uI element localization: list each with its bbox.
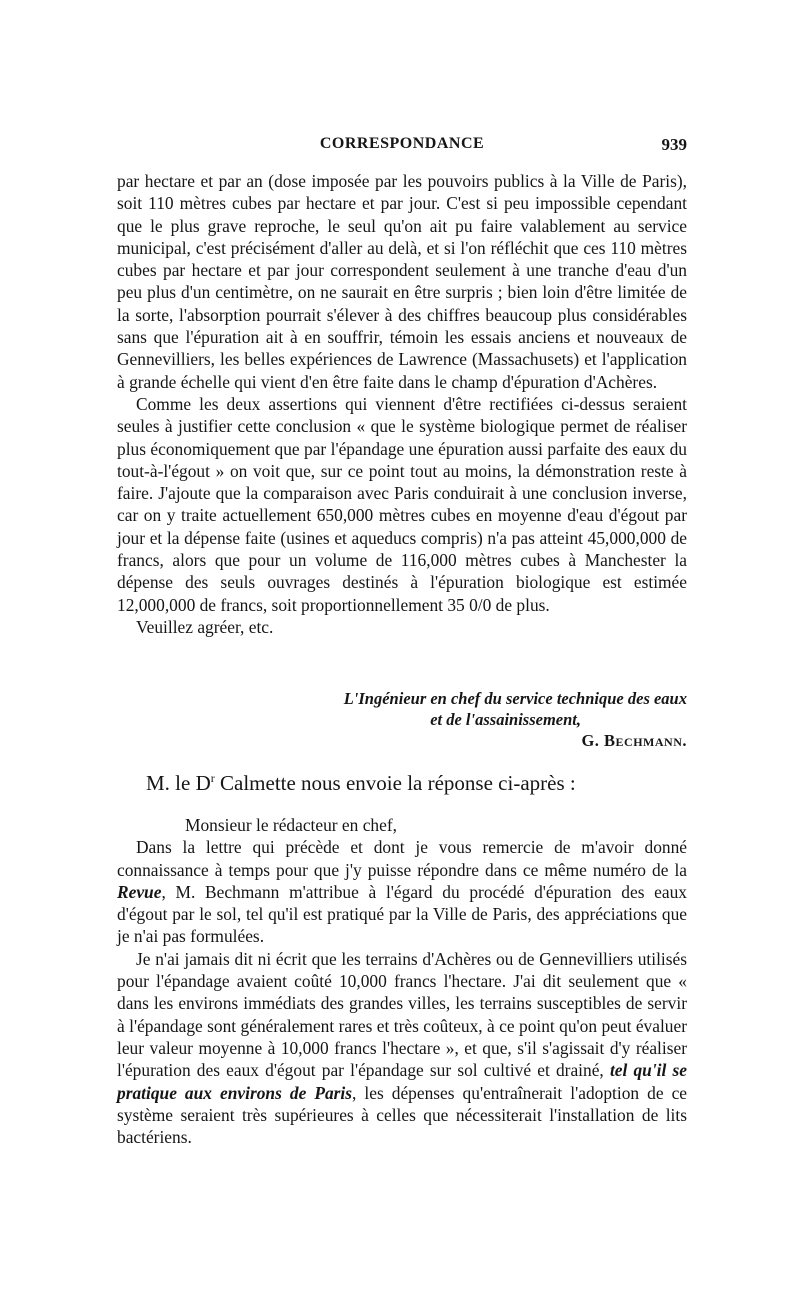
letter1-paragraph-2: Comme les deux assertions qui viennent d'être rectifiées ci-dessus seraient seules à justifier cette conclusion « que le système biologique permet de réaliser plus économiquement que par l'épandage une épuration aussi parfaite des eaux du tout-à-l'égout » on voit que, sur ce point tout au moins, la démonstration reste à faire. J'ajoute que la comparaison avec Paris conduirait à une conclusion inverse, car on y traite actuellement 650,000 mètres cubes en moyenne d'eau d'égout par jour et la dépense faite (usines et aqueducs compris) n'a pas atteint 45,000,000 de francs, alors que pour un volume de 116,000 mètres cubes à Manchester la dépense des seuls ouvrages destinés à l'épuration biologique est estimée 12,000,000 de francs, soit proportionnellement 35 0/0 de plus. xyxy=(117,393,687,615)
letter2-salutation: Monsieur le rédacteur en chef, xyxy=(185,815,397,835)
letter2-p1-revue: Revue xyxy=(117,881,162,902)
signature-initial: G. xyxy=(581,731,605,750)
signature-name xyxy=(117,730,687,751)
signature-title-line-1: L'Ingénieur en chef du service technique des eaux xyxy=(343,689,687,708)
running-header xyxy=(117,135,687,159)
letter1-closing: Veuillez agréer, etc. xyxy=(136,616,274,637)
letter2-p2-italic: tel qu'il se pratique aux environs de Paris xyxy=(117,1060,687,1103)
heading-pre: M. le D xyxy=(146,771,211,795)
running-title: CORRESPONDANCE xyxy=(319,135,485,152)
signature-block xyxy=(117,688,687,751)
section-heading xyxy=(146,765,576,796)
letter2-p1-part-b: , M. Bechmann m'attribue à l'égard du procédé d'épuration des eaux d'égout par le sol, tel qu'il est pratiqué par la Ville de Paris, des appréciations que je n'ai pas formulées. xyxy=(117,881,687,947)
letter2-paragraph-2 xyxy=(117,948,687,1149)
heading-post: Calmette nous envoie la réponse ci-après : xyxy=(214,771,576,795)
heading-sup: r xyxy=(210,771,215,785)
letter1-paragraph-1: par hectare et par an (dose imposée par les pouvoirs publics à la Ville de Paris), soit 110 mètres cubes par hectare et par jour. C'est si peu impossible cependant que le plus grave reproche, le seul qu'on ait pu faire valablement au service municipal, c'est précisément d'aller au delà, et si l'on réfléchit que ces 110 mètres cubes par hectare et par jour correspondent seulement à une tranche d'eau d'un peu plus d'un centimètre, on ne saurait en être surpris ; bien loin d'être limitée de la sorte, l'absorption pourrait s'élever à des chiffres beaucoup plus considérables sans que l'épuration ait à en souffrir, témoin les essais anciens et nouveaux de Gennevilliers, les belles expériences de Lawrence (Massachusets) et l'application à grande échelle qui vient d'en être faite dans le champ d'épuration d'Achères. xyxy=(117,171,687,392)
letter2-paragraph-1 xyxy=(117,836,687,947)
letter2-p1-part-a: Dans la lettre qui précède et dont je vous remercie de m'avoir donné connaissance à temps pour que j'y puisse répondre dans ce même numéro de la xyxy=(117,837,687,880)
page-number: 939 xyxy=(661,135,687,154)
letter-bechmann-body xyxy=(117,170,687,638)
signature-title-line-2: et de l'assainissement, xyxy=(430,710,581,729)
letter-calmette-body xyxy=(117,814,687,1148)
letter2-p2-part-a: Je n'ai jamais dit ni écrit que les terrains d'Achères ou de Gennevilliers utilisés pour l'épandage avaient coûté 10,000 francs l'hectare. J'ai dit seulement que « dans les environs immédiats des grandes villes, les terrains susceptibles de servir à l'épandage sont généralement rares et très coûteux, à ce point qu'on peut évaluer leur valeur moyenne à 10,000 francs l'hectare », et que, s'il s'agissait d'y réaliser l'épuration des eaux d'égout par l'épandage sur sol cultivé et drainé, xyxy=(117,948,687,1081)
letter2-p2-part-b: , les dépenses qu'entraînerait l'adoption de ce système seraient très supérieures à celles que nécessiterait l'installation de lits bactériens. xyxy=(117,1082,688,1148)
signature-surname: Bechmann. xyxy=(604,731,687,750)
